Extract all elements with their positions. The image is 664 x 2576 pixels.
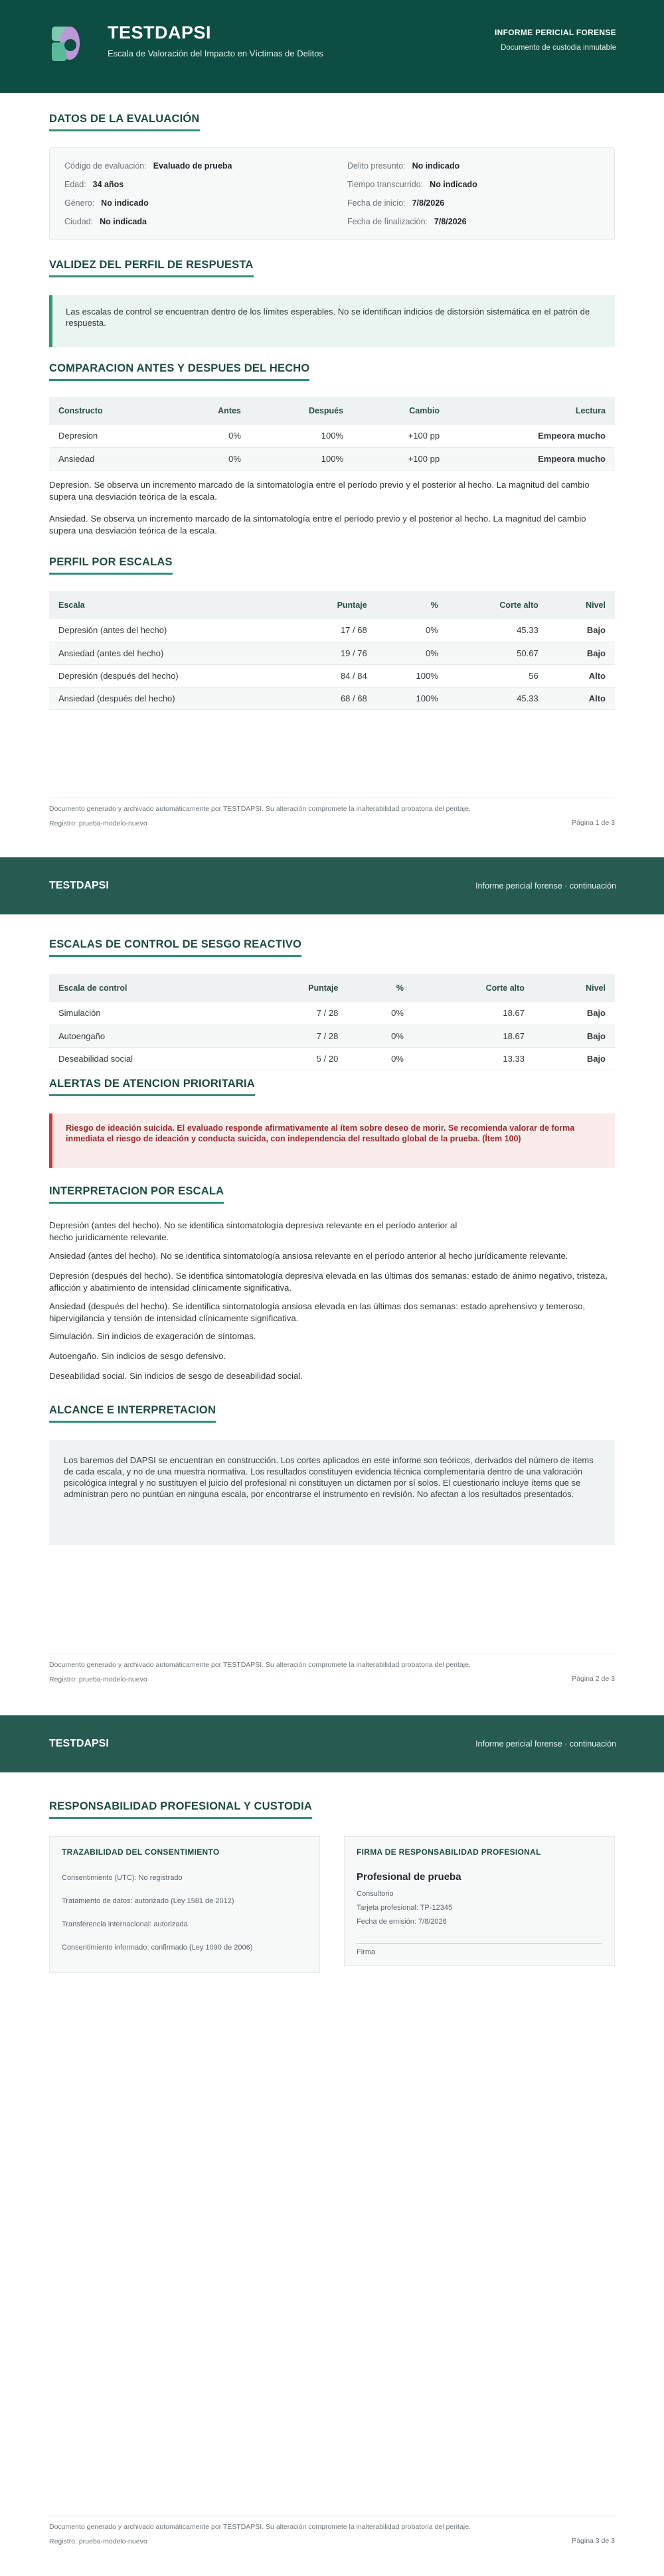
section-title-comparacion: COMPARACION ANTES Y DESPUES DEL HECHO	[49, 362, 309, 381]
report-header	[0, 0, 664, 93]
testdapsi-logo-icon	[50, 24, 92, 65]
report-page-3	[0, 1715, 664, 2576]
field-label: Género:	[64, 198, 95, 208]
col-corte-alto: Corte alto	[448, 591, 548, 619]
cell-nivel: Bajo	[534, 1025, 615, 1047]
section-title-responsabilidad: RESPONSABILIDAD PROFESIONAL Y CUSTODIA	[49, 1800, 312, 1819]
field-value: No indicado	[430, 180, 477, 189]
fecha-emision: Fecha de emisión: 7/8/2026	[357, 1918, 447, 1926]
cell-corte: 56	[448, 664, 548, 687]
field-value: No indicado	[101, 198, 149, 208]
field-value: Evaluado de prueba	[153, 161, 232, 171]
col-escala: Escala	[49, 591, 291, 619]
cell-porcentaje: 0%	[347, 1025, 413, 1047]
section-title-alcance: ALCANCE E INTERPRETACION	[49, 1404, 216, 1423]
interpretacion-item: Ansiedad (después del hecho). Se identifica sintomatología ansiosa elevada en las últimas dos semanas: estado aprehensivo y temeroso, hipervigilancia y tensión de intensidad clínicamente significativa.	[49, 1301, 586, 1323]
consent-item: Tratamiento de datos: autorizado (Ley 1581 de 2012)	[62, 1897, 234, 1905]
table-row	[49, 1025, 615, 1047]
cell-nivel: Bajo	[534, 1002, 615, 1025]
cell-escala: Autoengaño	[49, 1025, 245, 1047]
section-title-datos: DATOS DE LA EVALUACIÓN	[49, 113, 200, 131]
table-row	[49, 447, 615, 470]
cell-puntaje: 7 / 28	[245, 1025, 347, 1047]
consent-item: Consentimiento informado: confirmado (Ley 1090 de 2006)	[62, 1944, 253, 1952]
col-puntaje: Puntaje	[245, 974, 347, 1002]
cell-escala: Depresión (después del hecho)	[49, 664, 291, 687]
continuation-header	[0, 1715, 664, 1772]
section-title-validez: VALIDEZ DEL PERFIL DE RESPUESTA	[49, 259, 254, 277]
field-genero	[64, 198, 149, 208]
cell-lectura: Empeora mucho	[449, 425, 615, 447]
col-despues: Después	[250, 397, 353, 425]
table-header-row	[49, 397, 615, 425]
comparacion-note-ansiedad: Ansiedad. Se observa un incremento marcado de la sintomatología entre el período previo y el posterior al hecho. La magnitud del cambio supera una desviación teórica de la escala.	[49, 514, 586, 536]
cell-nivel: Alto	[548, 687, 615, 709]
field-ciudad	[64, 217, 147, 226]
table-row	[49, 619, 615, 642]
alerta-suicidio-callout: Riesgo de ideación suicida. El evaluado responde afirmativamente al ítem sobre deseo de morir. Se recomienda valorar de forma inmediata el riesgo de ideación y conducta suicida, con independencia del resultado global de la prueba. (Ítem 100)	[49, 1113, 615, 1168]
cell-despues: 100%	[250, 425, 353, 447]
col-lectura: Lectura	[449, 397, 615, 425]
section-title-sesgo: ESCALAS DE CONTROL DE SESGO REACTIVO	[49, 938, 301, 957]
cell-porcentaje: 0%	[376, 619, 448, 642]
page-footer	[49, 798, 615, 827]
firma-line	[357, 1943, 602, 1944]
cell-puntaje: 84 / 84	[291, 664, 376, 687]
cell-nivel: Bajo	[548, 642, 615, 664]
col-nivel: Nivel	[534, 974, 615, 1002]
cell-puntaje: 17 / 68	[291, 619, 376, 642]
field-fecha-fin	[347, 217, 467, 226]
consent-item: Transferencia internacional: autorizada	[62, 1920, 188, 1928]
cell-porcentaje: 0%	[376, 642, 448, 664]
cell-porcentaje: 0%	[347, 1047, 413, 1070]
field-fecha-inicio	[347, 198, 444, 208]
cell-corte: 18.67	[413, 1002, 534, 1025]
field-label: Fecha de inicio:	[347, 198, 406, 208]
col-cambio: Cambio	[353, 397, 449, 425]
page-footer	[49, 2516, 615, 2545]
cell-cambio: +100 pp	[353, 447, 449, 470]
perfil-table	[49, 591, 615, 710]
validez-callout: Las escalas de control se encuentran dentro de los límites esperables. No se identifican indicios de distorsión sistemática en el patrón de respuesta.	[49, 295, 615, 347]
cell-nivel: Bajo	[548, 619, 615, 642]
profesional-nombre: Profesional de prueba	[357, 1871, 461, 1883]
comparacion-table	[49, 397, 615, 470]
field-edad	[64, 180, 124, 189]
cell-antes: 0%	[170, 425, 250, 447]
consentimiento-box	[49, 1836, 320, 1973]
col-puntaje: Puntaje	[291, 591, 376, 619]
cell-porcentaje: 0%	[347, 1002, 413, 1025]
datos-card	[49, 147, 615, 240]
field-tiempo	[347, 180, 477, 189]
report-type: INFORME PERICIAL FORENSE	[495, 28, 616, 37]
cell-corte: 18.67	[413, 1025, 534, 1047]
field-value: No indicada	[100, 217, 147, 226]
cell-corte: 50.67	[448, 642, 548, 664]
brand-title: TESTDAPSI	[49, 880, 109, 891]
cell-nivel: Alto	[548, 664, 615, 687]
field-label: Fecha de finalización:	[347, 217, 428, 226]
interpretacion-item: Depresión (antes del hecho). No se identifica sintomatología depresiva relevante en el período anterior al hecho jurídicamente relevante.	[49, 1220, 457, 1242]
field-label: Tiempo transcurrido:	[347, 180, 424, 189]
col-antes: Antes	[170, 397, 250, 425]
cell-escala: Deseabilidad social	[49, 1047, 245, 1070]
col-escala-control: Escala de control	[49, 974, 245, 1002]
tarjeta-profesional: Tarjeta profesional: TP-12345	[357, 1904, 453, 1912]
footer-registro: Registro: prueba-modelo-nuevo	[49, 820, 147, 827]
cell-puntaje: 19 / 76	[291, 642, 376, 664]
report-page-1	[0, 0, 664, 857]
table-row	[49, 425, 615, 447]
cell-puntaje: 68 / 68	[291, 687, 376, 709]
continuation-label: Informe pericial forense · continuación	[475, 1739, 616, 1749]
cell-puntaje: 5 / 20	[245, 1047, 347, 1070]
continuation-label: Informe pericial forense · continuación	[475, 881, 616, 891]
field-label: Ciudad:	[64, 217, 94, 226]
continuation-header	[0, 857, 664, 914]
table-row	[49, 687, 615, 709]
cell-escala: Ansiedad (antes del hecho)	[49, 642, 291, 664]
col-corte-alto: Corte alto	[413, 974, 534, 1002]
cell-constructo: Ansiedad	[49, 447, 170, 470]
consentimiento-title: TRAZABILIDAD DEL CONSENTIMIENTO	[62, 1847, 220, 1857]
field-label: Código de evaluación:	[64, 161, 147, 171]
cell-antes: 0%	[170, 447, 250, 470]
footer-notice: Documento generado y archivado automáticamente por TESTDAPSI. Su alteración compromete la inalterabilidad probatoria del peritaje.	[49, 805, 471, 813]
alcance-callout: Los baremos del DAPSI se encuentran en construcción. Los cortes aplicados en este informe son teóricos, derivados del número de ítems de cada escala, y no de una muestra normativa. Los resultados constituyen evidencia técnica complementaria dentro de una valoración psicológica integral y no sustituyen el juicio del profesional ni constituyen un dictamen por sí solos. El cuestionario incluye ítems que se administran pero no puntúan en ninguna escala, por encontrarse el instrumento en revisión. No afectan a los resultados presentados.	[49, 1440, 615, 1545]
report-page-2	[0, 857, 664, 1715]
cell-constructo: Depresion	[49, 425, 170, 447]
cell-lectura: Empeora mucho	[449, 447, 615, 470]
table-row	[49, 1002, 615, 1025]
field-value: 7/8/2026	[412, 198, 445, 208]
footer-registro: Registro: prueba-modelo-nuevo	[49, 1676, 147, 1683]
firma-box	[344, 1836, 615, 1966]
interpretacion-item: Ansiedad (antes del hecho). No se identifica sintomatología ansiosa relevante en el período anterior al hecho jurídicamente relevante.	[49, 1251, 568, 1261]
table-header-row	[49, 591, 615, 619]
cell-corte: 13.33	[413, 1047, 534, 1070]
section-title-interpretacion: INTERPRETACION POR ESCALA	[49, 1185, 224, 1204]
table-row	[49, 642, 615, 664]
col-constructo: Constructo	[49, 397, 170, 425]
field-delito	[347, 161, 459, 171]
brand-subtitle: Escala de Valoración del Impacto en Víctimas de Delitos	[108, 48, 323, 58]
firma-label: Firma	[357, 1948, 376, 1956]
section-title-perfil: PERFIL POR ESCALAS	[49, 556, 173, 575]
cell-despues: 100%	[250, 447, 353, 470]
interpretacion-item: Simulación. Sin indicios de exageración de síntomas.	[49, 1331, 256, 1341]
brand-title: TESTDAPSI	[108, 23, 212, 42]
interpretacion-item: Autoengaño. Sin indicios de sesgo defensivo.	[49, 1351, 226, 1361]
col-porcentaje: %	[376, 591, 448, 619]
cell-porcentaje: 100%	[376, 664, 448, 687]
sesgo-table	[49, 974, 615, 1070]
field-codigo	[64, 161, 232, 171]
cell-escala: Simulación	[49, 1002, 245, 1025]
field-value: 34 años	[92, 180, 124, 189]
cell-porcentaje: 100%	[376, 687, 448, 709]
page-number: Página 1 de 3	[572, 819, 615, 827]
table-header-row	[49, 974, 615, 1002]
brand-title: TESTDAPSI	[49, 1738, 109, 1749]
report-note: Documento de custodia inmutable	[501, 44, 616, 52]
field-value: No indicado	[412, 161, 460, 171]
col-porcentaje: %	[347, 974, 413, 1002]
cell-corte: 45.33	[448, 619, 548, 642]
firma-title: FIRMA DE RESPONSABILIDAD PROFESIONAL	[357, 1847, 541, 1857]
interpretacion-item: Depresión (después del hecho). Se identifica sintomatología depresiva elevada en las últimas dos semanas: estado de ánimo negativo, tristeza, aflicción y abatimiento de intensidad clínicamente significativa.	[49, 1271, 608, 1293]
field-value: 7/8/2026	[434, 217, 467, 226]
section-title-alertas: ALERTAS DE ATENCION PRIORITARIA	[49, 1078, 255, 1096]
cell-escala: Ansiedad (después del hecho)	[49, 687, 291, 709]
cell-puntaje: 7 / 28	[245, 1002, 347, 1025]
consent-item: Consentimiento (UTC): No registrado	[62, 1874, 183, 1882]
comparacion-note-depresion: Depresion. Se observa un incremento marcado de la sintomatología entre el período previo y el posterior al hecho. La magnitud del cambio supera una desviación teórica de la escala.	[49, 480, 590, 502]
cell-escala: Depresión (antes del hecho)	[49, 619, 291, 642]
report-type-block	[495, 28, 616, 52]
cell-cambio: +100 pp	[353, 425, 449, 447]
field-label: Delito presunto:	[347, 161, 406, 171]
cell-corte: 45.33	[448, 687, 548, 709]
footer-notice: Documento generado y archivado automáticamente por TESTDAPSI. Su alteración compromete la inalterabilidad probatoria del peritaje.	[49, 2523, 471, 2531]
page-number: Página 2 de 3	[572, 1675, 615, 1683]
page-number: Página 3 de 3	[572, 2537, 615, 2545]
interpretacion-item: Deseabilidad social. Sin indicios de sesgo de deseabilidad social.	[49, 1371, 303, 1381]
table-row	[49, 664, 615, 687]
field-label: Edad:	[64, 180, 86, 189]
profesional-rol: Consultorio	[357, 1890, 394, 1898]
cell-nivel: Bajo	[534, 1047, 615, 1070]
table-row	[49, 1047, 615, 1070]
footer-notice: Documento generado y archivado automáticamente por TESTDAPSI. Su alteración compromete la inalterabilidad probatoria del peritaje.	[49, 1661, 471, 1669]
footer-registro: Registro: prueba-modelo-nuevo	[49, 2538, 147, 2545]
col-nivel: Nivel	[548, 591, 615, 619]
page-footer	[49, 1654, 615, 1683]
